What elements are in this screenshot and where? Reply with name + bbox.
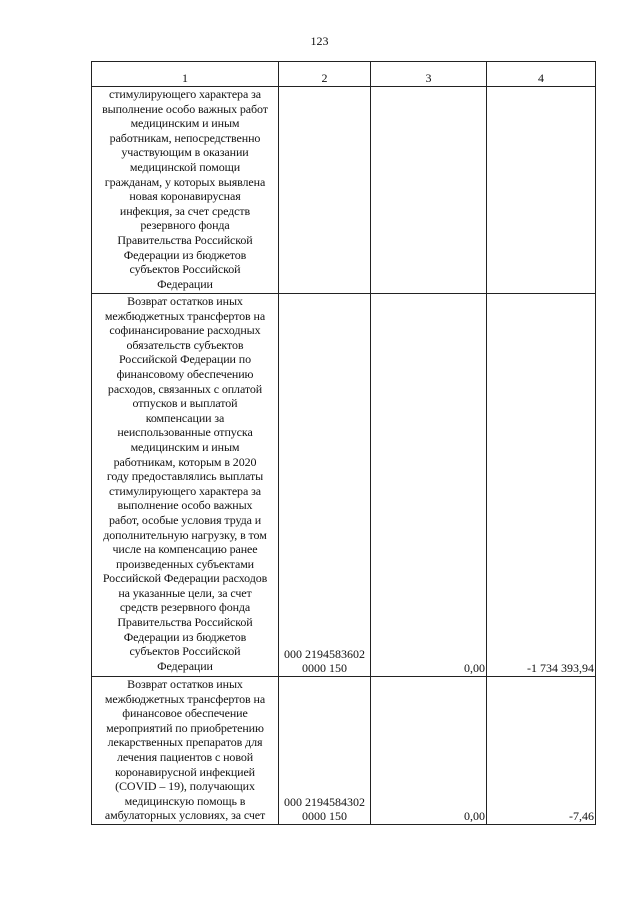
column-header-2: 2	[279, 62, 371, 87]
row-value-col4: -7,46	[487, 677, 596, 825]
table-row	[92, 294, 596, 677]
column-header-4: 4	[487, 62, 596, 87]
row-value-col3: 0,00	[371, 677, 487, 825]
row-value-col3	[371, 87, 487, 294]
column-header-3: 3	[371, 62, 487, 87]
table-header-row	[92, 62, 596, 87]
row-code: 000 2194583602 0000 150	[279, 294, 371, 677]
row-value-col4: -1 734 393,94	[487, 294, 596, 677]
page-number: 123	[310, 34, 329, 48]
row-code	[279, 87, 371, 294]
row-value-col4	[487, 87, 596, 294]
row-description: Возврат остатков иных межбюджетных трансфертов на софинансирование расходных обязательств субъектов Российской Федерации по финансовому обеспечению расходов, связанных с оплатой отпусков и выплатой компенсации за неиспользованные отпуска медицинским и иным работникам, которым в 2020 году предоставлялись выплаты стимулирующего характера за выполнение особо важных работ, особые условия труда и дополнительную нагрузку, в том числе на компенсацию ранее произведенных субъектами Российской Федерации расходов на указанные цели, за счет средств резервного фонда Правительства Российской Федерации из бюджетов субъектов Российской Федерации	[92, 294, 279, 677]
table-row	[92, 87, 596, 294]
budget-table	[91, 61, 596, 825]
row-value-col3: 0,00	[371, 294, 487, 677]
row-code: 000 2194584302 0000 150	[279, 677, 371, 825]
row-description: стимулирующего характера за выполнение особо важных работ медицинским и иным работникам, непосредственно участвующим в оказании медицинской помощи гражданам, у которых выявлена новая коронавирусная инфекция, за счет средств резервного фонда Правительства Российской Федерации из бюджетов субъектов Российской Федерации	[92, 87, 279, 294]
table-row	[92, 677, 596, 825]
column-header-1: 1	[92, 62, 279, 87]
row-description: Возврат остатков иных межбюджетных трансфертов на финансовое обеспечение мероприятий по приобретению лекарственных препаратов для лечения пациентов с новой коронавирусной инфекцией (COVID – 19), получающих медицинскую помощь в амбулаторных условиях, за счет	[92, 677, 279, 825]
